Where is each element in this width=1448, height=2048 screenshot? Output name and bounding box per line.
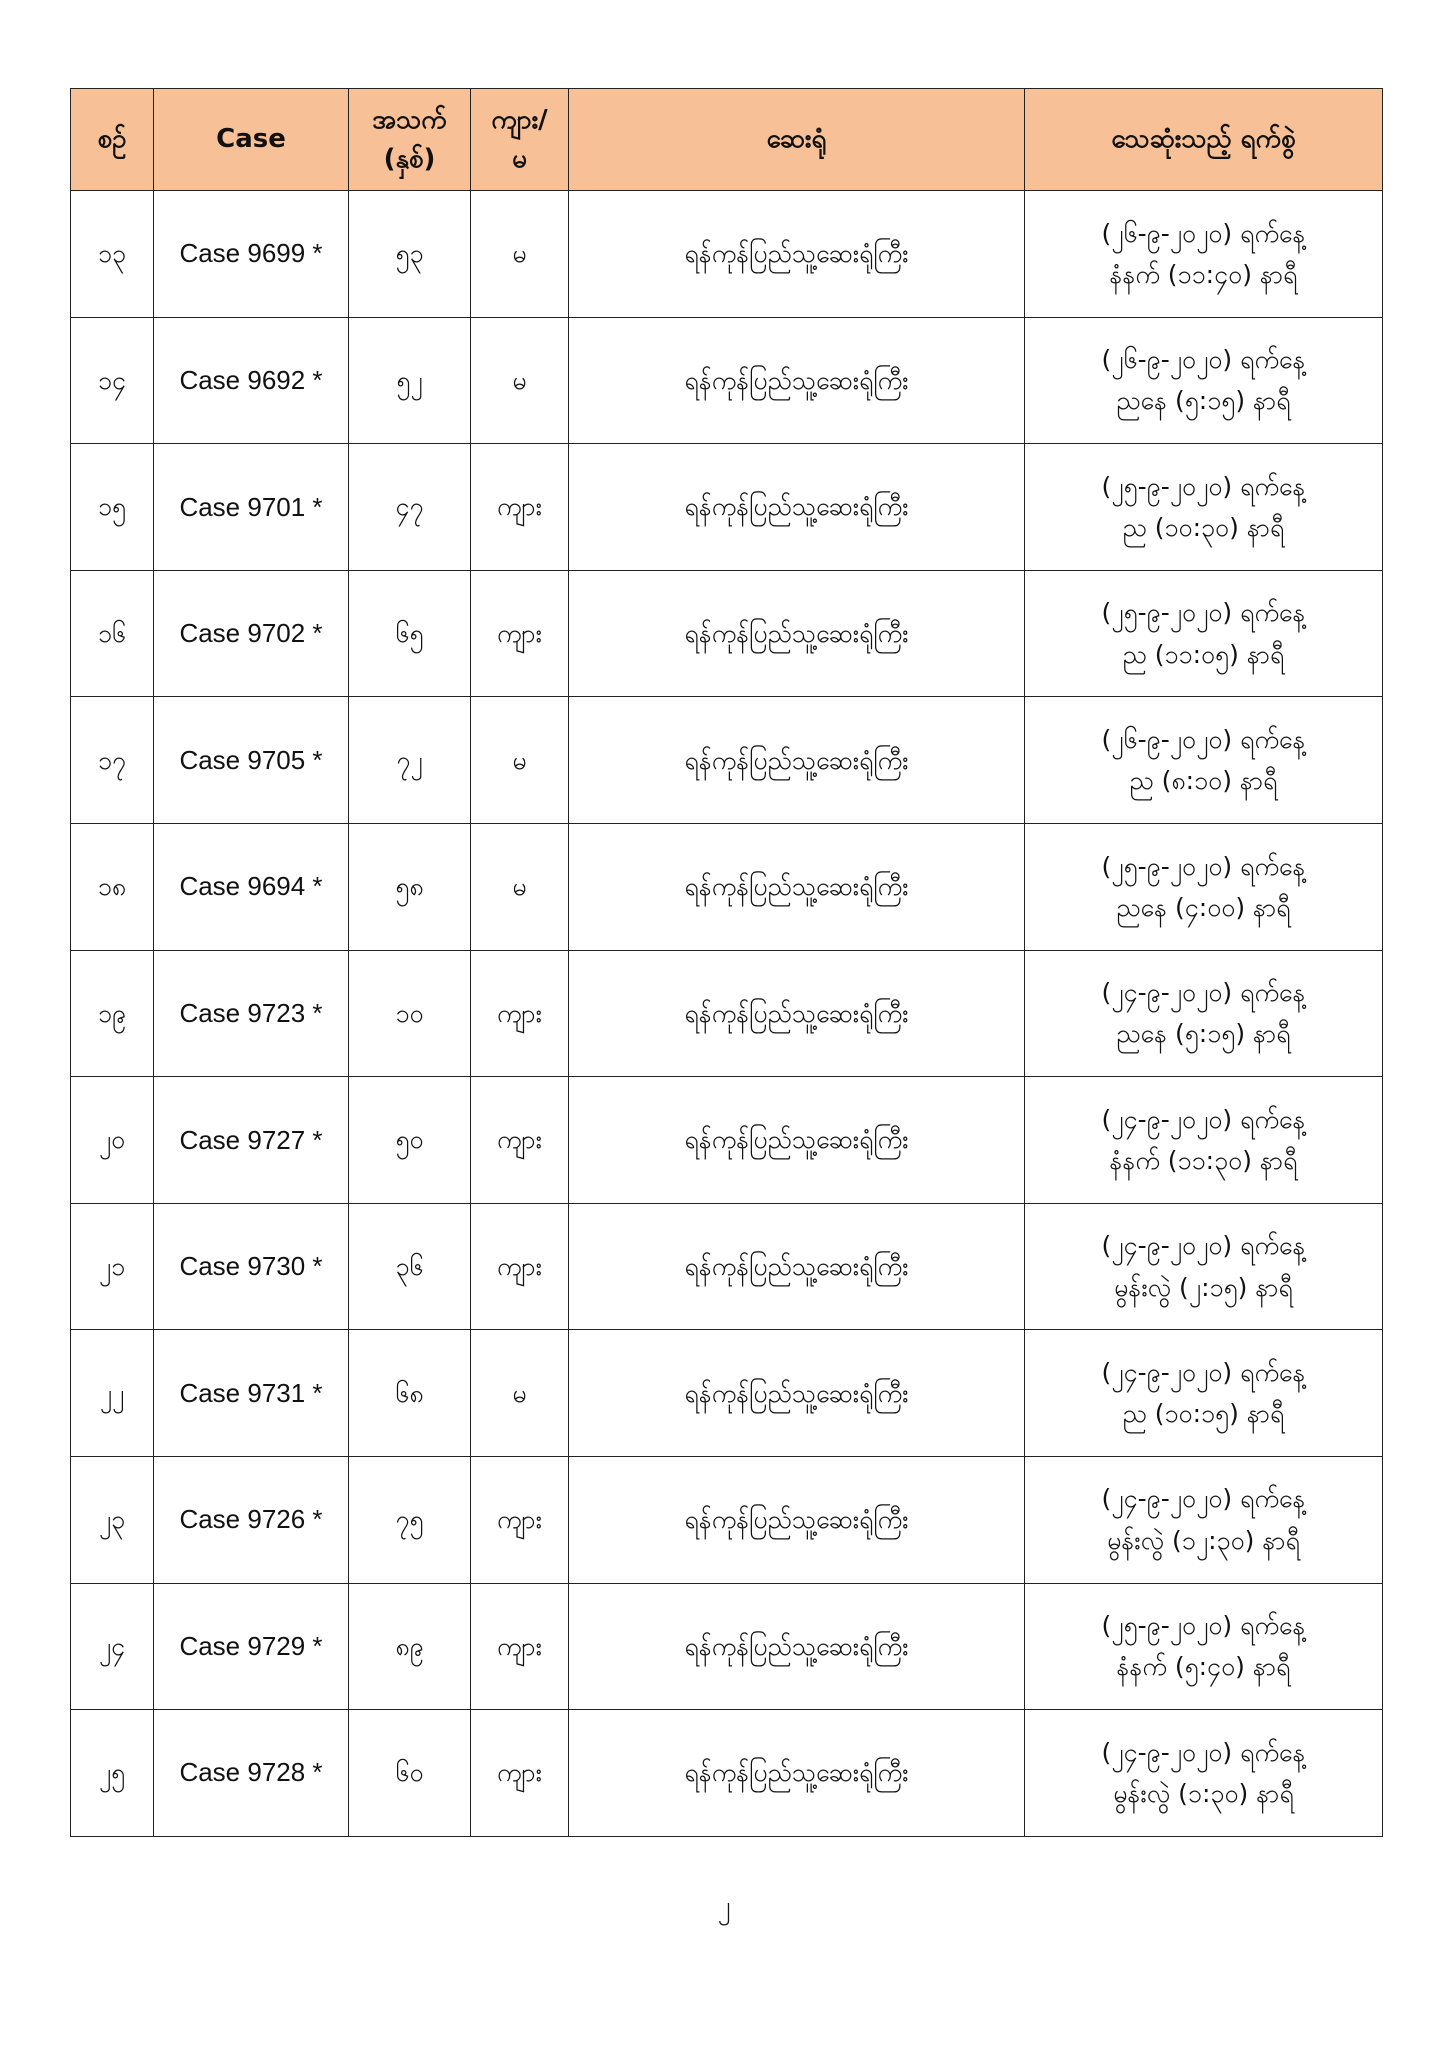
header-sex-line1: ကျား/	[491, 104, 548, 135]
cell-sex: ကျား	[471, 1710, 569, 1837]
cell-case: Case 9727 *	[154, 1077, 349, 1204]
cell-hospital: ရန်ကုန်ပြည်သူ့ဆေးရုံကြီး	[569, 1710, 1025, 1837]
cell-no: ၁၈	[71, 823, 154, 950]
cell-no: ၂၄	[71, 1583, 154, 1710]
cell-no: ၁၆	[71, 570, 154, 697]
cell-sex: မ	[471, 697, 569, 824]
death-date-line2: ညနေ (၅:၁၅) နာရီ	[1116, 1019, 1291, 1049]
death-date-line1: (၂၅-၉-၂၀၂၀) ရက်နေ့	[1101, 851, 1306, 881]
cell-case: Case 9699 *	[154, 191, 349, 318]
cell-death-date	[1025, 950, 1383, 1077]
cell-hospital: ရန်ကုန်ပြည်သူ့ဆေးရုံကြီး	[569, 1330, 1025, 1457]
table-header	[71, 89, 1383, 191]
cell-death-date	[1025, 317, 1383, 444]
cell-sex: ကျား	[471, 950, 569, 1077]
cell-age: ၁၀	[349, 950, 471, 1077]
cell-death-date	[1025, 1456, 1383, 1583]
cell-hospital: ရန်ကုန်ပြည်သူ့ဆေးရုံကြီး	[569, 317, 1025, 444]
cell-age: ၃၆	[349, 1203, 471, 1330]
cell-age: ၄၇	[349, 444, 471, 571]
cell-sex: ကျား	[471, 444, 569, 571]
cell-hospital: ရန်ကုန်ပြည်သူ့ဆေးရုံကြီး	[569, 1583, 1025, 1710]
death-date-line2: နံနက် (၁၁:၄၀) နာရီ	[1109, 259, 1298, 289]
header-no: စဉ်	[71, 89, 154, 191]
cell-hospital: ရန်ကုန်ပြည်သူ့ဆေးရုံကြီး	[569, 444, 1025, 571]
table-body	[71, 191, 1383, 1837]
death-date-line2: ညနေ (၄:၀၀) နာရီ	[1116, 892, 1291, 922]
table-row	[71, 191, 1383, 318]
death-date-line1: (၂၄-၉-၂၀၂၀) ရက်နေ့	[1101, 1104, 1306, 1134]
death-date-line1: (၂၄-၉-၂၀၂၀) ရက်နေ့	[1101, 978, 1306, 1008]
header-age	[349, 89, 471, 191]
cell-hospital: ရန်ကုန်ပြည်သူ့ဆေးရုံကြီး	[569, 570, 1025, 697]
cell-no: ၁၅	[71, 444, 154, 571]
cell-death-date	[1025, 444, 1383, 571]
cell-no: ၂၂	[71, 1330, 154, 1457]
death-date-line2: မွန်းလွဲ (၂:၁၅) နာရီ	[1114, 1272, 1293, 1302]
cell-hospital: ရန်ကုန်ပြည်သူ့ဆေးရုံကြီး	[569, 1203, 1025, 1330]
death-date-line1: (၂၅-၉-၂၀၂၀) ရက်နေ့	[1101, 471, 1306, 501]
death-date-line2: ည (၁၀:၃၀) နာရီ	[1122, 512, 1285, 542]
table-row	[71, 1330, 1383, 1457]
header-sex	[471, 89, 569, 191]
cell-sex: မ	[471, 1330, 569, 1457]
cell-sex: ကျား	[471, 1203, 569, 1330]
cell-case: Case 9692 *	[154, 317, 349, 444]
death-date-line1: (၂၆-၉-၂၀၂၀) ရက်နေ့	[1101, 218, 1306, 248]
table-row	[71, 317, 1383, 444]
cell-death-date	[1025, 697, 1383, 824]
cell-death-date	[1025, 1330, 1383, 1457]
cell-age: ၅၃	[349, 191, 471, 318]
cell-case: Case 9694 *	[154, 823, 349, 950]
cell-sex: ကျား	[471, 1456, 569, 1583]
cell-case: Case 9730 *	[154, 1203, 349, 1330]
death-date-line2: မွန်းလွဲ (၁၂:၃၀) နာရီ	[1107, 1525, 1300, 1555]
cell-age: ၆၀	[349, 1710, 471, 1837]
death-date-line1: (၂၄-၉-၂၀၂၀) ရက်နေ့	[1101, 1231, 1306, 1261]
cell-sex: မ	[471, 823, 569, 950]
cell-no: ၂၅	[71, 1710, 154, 1837]
cell-case: Case 9702 *	[154, 570, 349, 697]
death-date-line1: (၂၄-၉-၂၀၂၀) ရက်နေ့	[1101, 1357, 1306, 1387]
header-sex-line2: မ	[512, 143, 527, 174]
cell-age: ၅၈	[349, 823, 471, 950]
death-date-line1: (၂၆-၉-၂၀၂၀) ရက်နေ့	[1101, 345, 1306, 375]
cell-death-date	[1025, 1710, 1383, 1837]
table-row	[71, 950, 1383, 1077]
cell-hospital: ရန်ကုန်ပြည်သူ့ဆေးရုံကြီး	[569, 1077, 1025, 1204]
death-date-line2: ညနေ (၅:၁၅) နာရီ	[1116, 386, 1291, 416]
cell-no: ၁၇	[71, 697, 154, 824]
cell-case: Case 9728 *	[154, 1710, 349, 1837]
death-date-line2: မွန်းလွဲ (၁:၃၀) နာရီ	[1113, 1778, 1294, 1808]
cell-age: ၅၂	[349, 317, 471, 444]
cell-case: Case 9729 *	[154, 1583, 349, 1710]
cell-hospital: ရန်ကုန်ပြည်သူ့ဆေးရုံကြီး	[569, 697, 1025, 824]
death-date-line2: နံနက် (၁၁:၃၀) နာရီ	[1109, 1145, 1298, 1175]
table-row	[71, 444, 1383, 571]
cell-age: ၇၂	[349, 697, 471, 824]
cell-no: ၂၀	[71, 1077, 154, 1204]
cell-case: Case 9731 *	[154, 1330, 349, 1457]
table-row	[71, 1456, 1383, 1583]
table-row	[71, 1710, 1383, 1837]
table-row	[71, 1203, 1383, 1330]
header-death-date: သေဆုံးသည့် ရက်စွဲ	[1025, 89, 1383, 191]
death-date-line1: (၂၅-၉-၂၀၂၀) ရက်နေ့	[1101, 598, 1306, 628]
cell-age: ၇၅	[349, 1456, 471, 1583]
cell-hospital: ရန်ကုန်ပြည်သူ့ဆေးရုံကြီး	[569, 950, 1025, 1077]
death-date-line2: ည (၈:၁၀) နာရီ	[1129, 766, 1278, 796]
death-cases-table	[70, 88, 1383, 1837]
death-cases-table-wrapper	[70, 88, 1382, 1837]
table-row	[71, 823, 1383, 950]
death-date-line1: (၂၆-၉-၂၀၂၀) ရက်နေ့	[1101, 724, 1306, 754]
cell-age: ၆၈	[349, 1330, 471, 1457]
header-row	[71, 89, 1383, 191]
death-date-line1: (၂၅-၉-၂၀၂၀) ရက်နေ့	[1101, 1611, 1306, 1641]
table-row	[71, 1077, 1383, 1204]
cell-death-date	[1025, 1077, 1383, 1204]
page-number: ၂	[717, 1891, 731, 1921]
table-row	[71, 1583, 1383, 1710]
death-date-line1: (၂၄-၉-၂၀၂၀) ရက်နေ့	[1101, 1484, 1306, 1514]
cell-sex: ကျား	[471, 1583, 569, 1710]
table-row	[71, 570, 1383, 697]
header-hospital: ဆေးရုံ	[569, 89, 1025, 191]
cell-no: ၁၃	[71, 191, 154, 318]
death-date-line2: ည (၁၁:၀၅) နာရီ	[1122, 639, 1285, 669]
cell-hospital: ရန်ကုန်ပြည်သူ့ဆေးရုံကြီး	[569, 823, 1025, 950]
cell-sex: ကျား	[471, 1077, 569, 1204]
cell-no: ၁၄	[71, 317, 154, 444]
header-age-line1: အသက်	[372, 104, 447, 135]
cell-case: Case 9705 *	[154, 697, 349, 824]
cell-case: Case 9723 *	[154, 950, 349, 1077]
cell-age: ၅၀	[349, 1077, 471, 1204]
cell-no: ၁၉	[71, 950, 154, 1077]
cell-death-date	[1025, 191, 1383, 318]
death-date-line2: နံနက် (၅:၄၀) နာရီ	[1116, 1652, 1291, 1682]
cell-no: ၂၁	[71, 1203, 154, 1330]
cell-no: ၂၃	[71, 1456, 154, 1583]
cell-age: ၈၉	[349, 1583, 471, 1710]
death-date-line2: ည (၁၀:၁၅) နာရီ	[1122, 1399, 1285, 1429]
header-case: Case	[154, 89, 349, 191]
cell-case: Case 9701 *	[154, 444, 349, 571]
cell-sex: မ	[471, 191, 569, 318]
cell-death-date	[1025, 570, 1383, 697]
cell-hospital: ရန်ကုန်ပြည်သူ့ဆေးရုံကြီး	[569, 191, 1025, 318]
cell-case: Case 9726 *	[154, 1456, 349, 1583]
cell-hospital: ရန်ကုန်ပြည်သူ့ဆေးရုံကြီး	[569, 1456, 1025, 1583]
table-row	[71, 697, 1383, 824]
cell-death-date	[1025, 1583, 1383, 1710]
cell-death-date	[1025, 823, 1383, 950]
cell-age: ၆၅	[349, 570, 471, 697]
cell-death-date	[1025, 1203, 1383, 1330]
cell-sex: မ	[471, 317, 569, 444]
death-date-line1: (၂၄-၉-၂၀၂၀) ရက်နေ့	[1101, 1737, 1306, 1767]
cell-sex: ကျား	[471, 570, 569, 697]
header-age-line2: (နှစ်)	[383, 143, 436, 174]
